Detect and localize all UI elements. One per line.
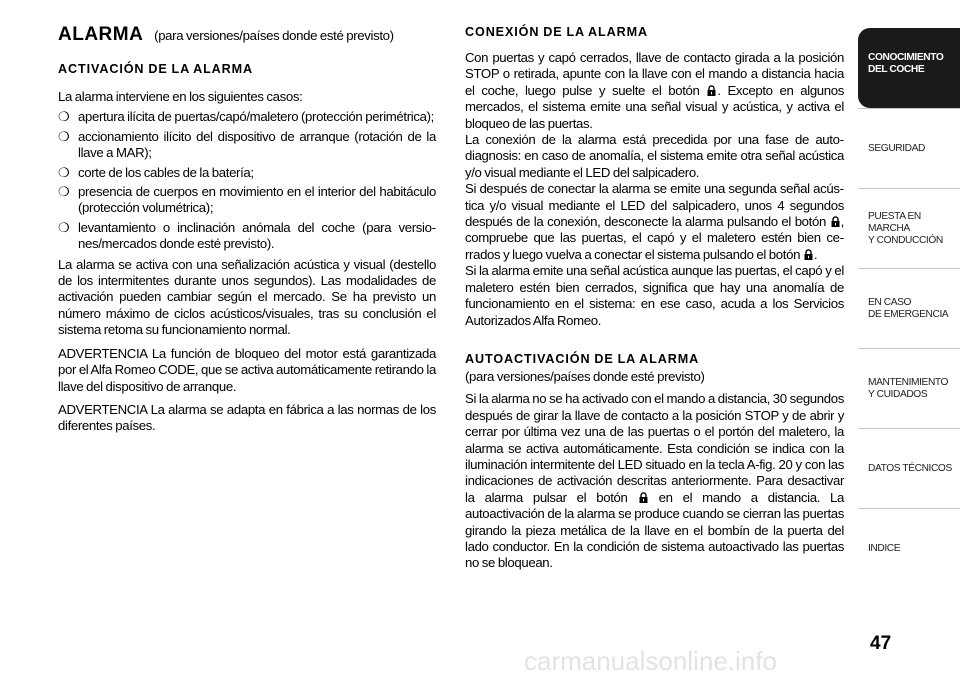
bullet-circle-icon: ❍ [58, 128, 70, 144]
tab-label: SEGURIDAD [868, 142, 925, 154]
tab-en-caso-de-emergencia[interactable] [858, 268, 960, 348]
case-text: presencia de cuerpos en movimiento en el interior del habitáculo (protección volumétrica); [78, 184, 436, 216]
bullet-circle-icon: ❍ [58, 219, 70, 235]
connection-paragraph: Si la alarma emite una señal acústica aunque las puertas, el capó y el maletero estén bien cerrados, significa que hay una anomalía de funcionamiento en el sistema: en ese caso, acuda a los Servicios Autorizados Alfa Romeo. [465, 263, 844, 328]
right-column [465, 24, 844, 572]
activation-heading: ACTIVACIÓN DE LA ALARMA [58, 62, 254, 76]
list-item [58, 165, 436, 181]
bullet-circle-icon: ❍ [58, 164, 70, 180]
bullet-circle-icon: ❍ [58, 109, 70, 125]
connection-paragraph [465, 181, 844, 263]
case-text: levantamiento o inclinación anómala del coche (para versiones/mercados donde esté previsto). [78, 219, 436, 252]
page-title: ALARMA [58, 24, 144, 45]
tab-datos-tecnicos[interactable] [858, 428, 960, 508]
connection-heading: CONEXIÓN DE LA ALARMA [465, 25, 648, 39]
text-run: en el mando a distancia. La autoactivación de la alarma se produce cuando se cierran las puertas girando la pieza metálica de la llave en el bombín de la puerta del lado conductor. En la condición de sistema autoactivado las puertas no se bloquean. [465, 489, 845, 571]
title-row [58, 24, 436, 47]
list-item [58, 109, 436, 125]
left-column [58, 24, 436, 435]
activation-paragraph: La alarma se activa con una señalización acústica y visual (destello de los intermitentes durante unos segundos). Las modalidades de activación pueden cambiar según el mercado. Se ha previsto un número máximo de ciclos acústicos/visuales, tras su conclusión el sistema retoma su funcionamiento normal. [58, 256, 436, 338]
case-text: apertura ilícita de puertas/capó/maletero (protección perimétrica); [78, 109, 434, 125]
warning-paragraph: ADVERTENCIA La alarma se adapta en fábrica a las normas de los diferentes países. [58, 401, 436, 434]
text-run: . [813, 246, 818, 262]
chapter-tabs [858, 28, 960, 588]
tab-puesta-en-marcha[interactable] [858, 188, 960, 268]
list-item [58, 129, 436, 162]
connection-paragraph: La conexión de la alarma está precedida por una fase de autodiagnosis: en caso de anomalía, el sistema emite otra señal acústica y/o visual mediante el LED del salpicadero. [465, 132, 844, 180]
case-text: accionamiento ilícito del dispositivo de arranque (rotación de la llave a MAR); [78, 128, 436, 161]
autoactivation-note: (para versiones/países donde esté previsto) [465, 368, 705, 384]
activation-cases-list [58, 109, 436, 252]
tab-label: PUESTA EN MARCHA Y CONDUCCIÓN [868, 210, 943, 246]
autoactivation-paragraph [465, 391, 844, 571]
warning-paragraph: ADVERTENCIA La función de bloqueo del motor está garantizada por el Alfa Romeo CODE, que se activa automáticamente retirando la llave del dispositivo de arranque. [58, 345, 436, 394]
tab-label: DATOS TÉCNICOS [868, 462, 952, 474]
list-item [58, 184, 436, 217]
page-number: 47 [870, 633, 892, 654]
text-run: . Excepto en algunos mercados, el sistema emite una señal visual y acústica, y activa el bloqueo de las puertas. [465, 82, 844, 131]
tab-label: EN CASO DE EMERGENCIA [868, 296, 949, 320]
page-subtitle: (para versiones/países donde esté previsto) [154, 28, 394, 43]
case-text: corte de los cables de la batería; [78, 164, 254, 180]
lock-icon [831, 216, 840, 227]
text-run: , compruebe que las puertas, el capó y el maletero estén bien cerrados y luego vuelva a conectar el sistema pulsando el botón [465, 214, 844, 262]
text-run: Si después de conectar la alarma se emite una segunda señal acústica y/o visual mediante el LED del salpicadero, unos 4 segundos después de la conexión, desconecte la alarma pulsando el botón [465, 181, 844, 230]
tab-label: CONOCIMIENTO DEL COCHE [868, 52, 944, 75]
tab-seguridad[interactable] [858, 108, 960, 188]
activation-intro: La alarma interviene en los siguientes casos: [58, 89, 303, 104]
lock-icon [707, 85, 716, 96]
tab-label: INDICE [868, 542, 901, 554]
tab-conocimiento-del-coche[interactable] [858, 28, 960, 108]
lock-icon [639, 492, 648, 503]
watermark: carmanualsonline.info [524, 646, 777, 676]
text-run: Si la alarma no se ha activado con el mando a distancia, 30 segundos después de girar la llave de contacto a la posición STOP y de abrir y cerrar por última vez una de las puertas o el portón del maletero, la alarma se activa automáticamente. Esta condición se indica con la iluminación intermitente del LED situado en la tecla A-fig. 20 y con las indicaciones de activación descritas anteriormente. Para desactivar la alarma pulsar el botón [465, 391, 844, 505]
tab-indice[interactable] [858, 508, 960, 588]
lock-icon [804, 249, 813, 260]
tab-label: MANTENIMIENTO Y CUIDADOS [868, 376, 949, 400]
connection-paragraph [465, 50, 844, 132]
tab-mantenimiento[interactable] [858, 348, 960, 428]
text-run: Con puertas y capó cerrados, llave de contacto girada a la posición STOP o retirada, apunte con la llave con el mando a distancia hacia el coche, luego pulse y suelte el botón [465, 50, 844, 98]
autoactivation-heading: AUTOACTIVACIÓN DE LA ALARMA [465, 351, 700, 366]
list-item [58, 220, 436, 253]
bullet-circle-icon: ❍ [58, 184, 70, 200]
